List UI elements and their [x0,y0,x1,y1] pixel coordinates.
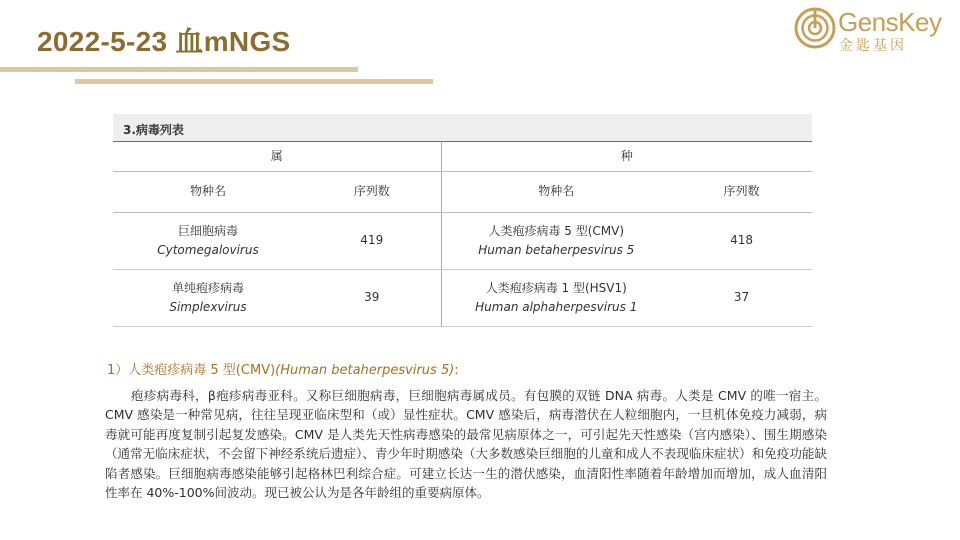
species-cn: 人类疱疹病毒 5 型(CMV) [488,223,625,238]
decorative-rule-top [0,67,358,72]
subtitle-prefix: 1）人类疱疹病毒 5 型(CMV) [107,363,276,378]
decorative-rule-bottom [75,79,433,84]
genus-cn: 单纯疱疹病毒 [171,280,244,295]
table-row [113,269,812,326]
column-header-row [113,171,812,212]
table-row [113,212,812,269]
description-paragraph: 疱疹病毒科，β疱疹病毒亚科。又称巨细胞病毒，巨细胞病毒属成员。有包膜的双链 DNA 病毒。人类是 CMV 的唯一宿主。CMV 感染是一种常见病，往往呈现亚临床型和（或）显性症状。CMV 感染后，病毒潜伏在人粒细胞内，一旦机体免疫力减弱，病毒就可能再度复制引起复发感染。CMV 是人类先天性病毒感染的最常见病原体之一，可引起先天性感染（宫内感染）、围生期感染（通常无临床症状，不会留下神经系统后遗症）、青少年时期感染（大多数感染巨细胞的儿童和成人不表现临床症状）和免疫功能缺陷者感染。巨细胞病毒感染能够引起格林巴利综合症。可建立长达一生的潜伏感染，血清阳性率随着年龄增加而增加，成人血清阳性率在 40%-100%间波动。现已被公认为是各年龄组的重要病原体。 [105,388,827,501]
species-name-cell [441,269,671,326]
slide-title: 2022-5-23 血mNGS [37,26,291,57]
species-latin: Human alphaherpesvirus 1 [475,299,638,314]
group-header-genus: 属 [113,142,441,171]
column-header: 物种名 [441,171,671,212]
table-section-title: 3.病毒列表 [113,114,812,142]
species-count: 37 [671,269,812,326]
subtitle-suffix: : [454,363,459,378]
genskey-emblem-icon [793,6,837,50]
genus-name-cell [113,269,303,326]
virus-table [113,114,812,327]
logo-chinese-name: 金匙基因 [839,38,907,54]
virus-subtitle [107,359,459,378]
species-count: 418 [671,212,812,269]
genus-latin: Cytomegalovirus [157,242,259,257]
subtitle-latin: (Human betaherpesvirus 5) [275,363,455,378]
species-latin: Human betaherpesvirus 5 [478,242,635,257]
species-name-cell [441,212,671,269]
genus-latin: Simplexvirus [169,299,247,314]
column-header: 序列数 [671,171,812,212]
genus-count: 39 [303,269,441,326]
column-header: 序列数 [303,171,441,212]
group-header-row [113,142,812,171]
genus-cn: 巨细胞病毒 [177,223,238,238]
genskey-logo [793,4,953,54]
logo-wordmark: GensKey [838,7,942,37]
genus-name-cell [113,212,303,269]
group-header-species: 种 [441,142,812,171]
column-header: 物种名 [113,171,303,212]
genus-count: 419 [303,212,441,269]
species-cn: 人类疱疹病毒 1 型(HSV1) [485,280,627,295]
